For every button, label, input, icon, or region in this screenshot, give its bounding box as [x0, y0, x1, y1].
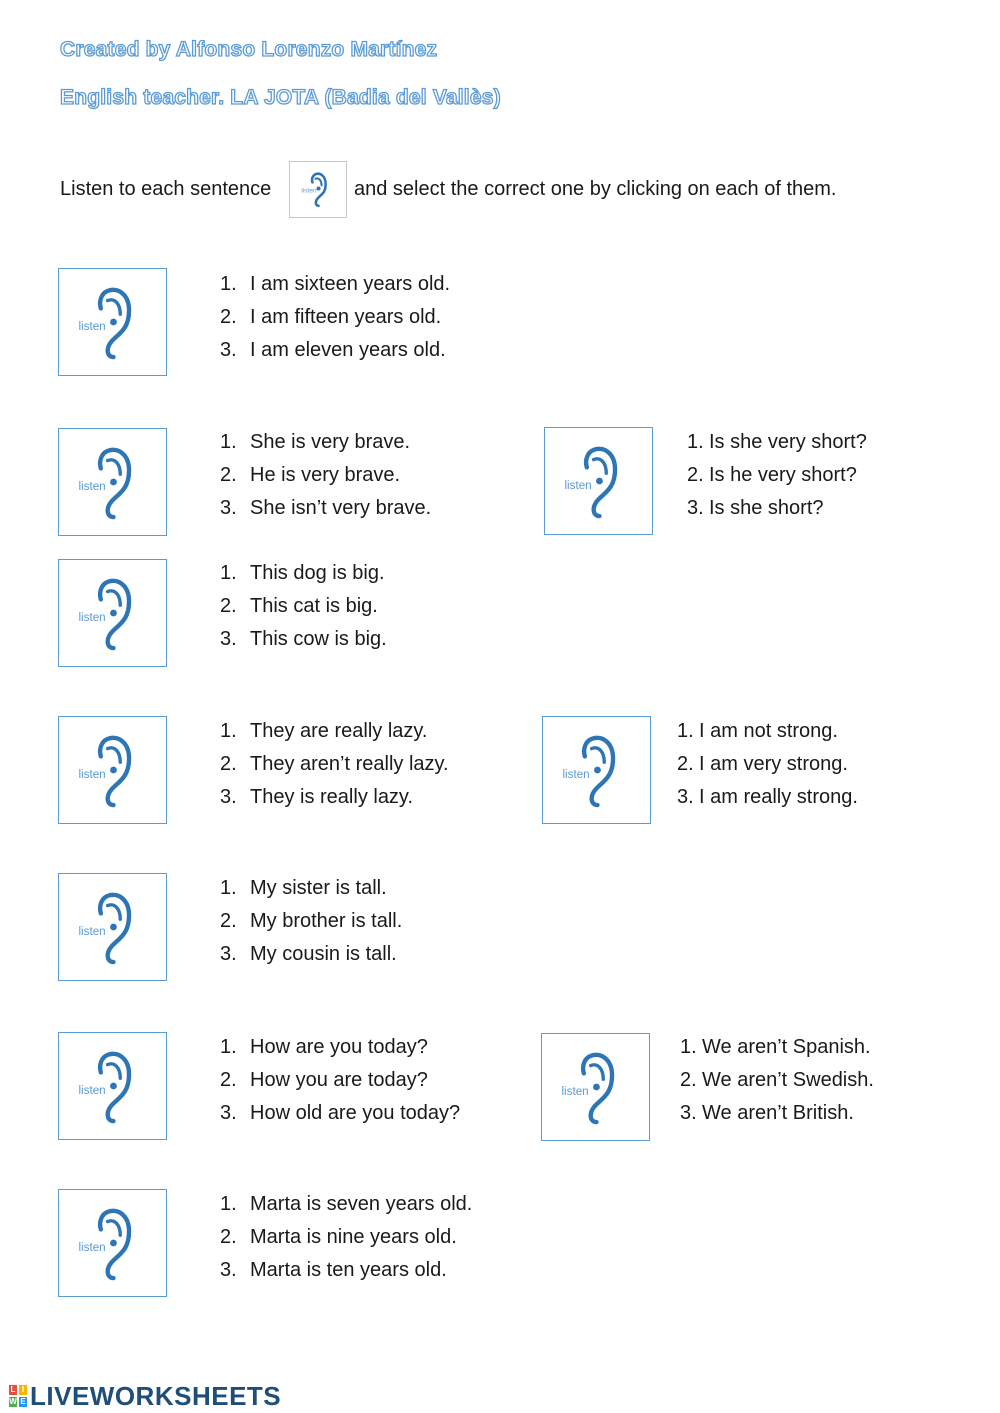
- option-8-1[interactable]: 1. How are you today?: [220, 1036, 428, 1058]
- option-3-1[interactable]: 1. Is she very short?: [687, 431, 867, 453]
- option-1-2[interactable]: 2. I am fifteen years old.: [220, 306, 442, 328]
- options-list-10: [220, 1188, 472, 1287]
- listen-button-5[interactable]: [58, 716, 167, 824]
- listen-button-2[interactable]: [58, 428, 167, 536]
- listen-button-3[interactable]: [544, 427, 653, 535]
- option-5-1[interactable]: 1. They are really lazy.: [220, 720, 428, 742]
- ear-icon: [59, 717, 166, 823]
- option-2-1[interactable]: 1. She is very brave.: [220, 431, 411, 453]
- options-list-6: [677, 715, 858, 814]
- ear-icon: [59, 874, 166, 980]
- listen-button-4[interactable]: [58, 559, 167, 667]
- ear-icon: [542, 1034, 649, 1140]
- options-list-4: [220, 557, 387, 656]
- ear-icon: [59, 269, 166, 375]
- option-7-3[interactable]: 3. My cousin is tall.: [220, 943, 397, 965]
- ear-icon: [59, 1190, 166, 1296]
- option-9-3[interactable]: 3. We aren’t British.: [680, 1102, 854, 1124]
- option-10-1[interactable]: 1. Marta is seven years old.: [220, 1193, 473, 1215]
- instruction-text-start: Listen to each sentence: [60, 178, 272, 200]
- brand-name: LIVEWORKSHEETS: [30, 1380, 282, 1411]
- option-1-1[interactable]: 1. I am sixteen years old.: [220, 273, 451, 295]
- options-list-7: [220, 872, 402, 971]
- options-list-1: [220, 268, 450, 367]
- option-6-3[interactable]: 3. I am really strong.: [677, 786, 858, 808]
- instruction-text-end: and select the correct one by clicking on each of them.: [354, 178, 837, 200]
- option-9-1[interactable]: 1. We aren’t Spanish.: [680, 1036, 871, 1058]
- listen-button-8[interactable]: [58, 1032, 167, 1140]
- footer-brand[interactable]: [8, 1381, 281, 1411]
- svg-text:listen: listen: [301, 187, 317, 195]
- option-10-2[interactable]: 2. Marta is nine years old.: [220, 1226, 457, 1248]
- option-2-2[interactable]: 2. He is very brave.: [220, 464, 401, 486]
- svg-text:listen: listen: [78, 1240, 106, 1254]
- option-3-2[interactable]: 2. Is he very short?: [687, 464, 857, 486]
- option-1-3[interactable]: 3. I am eleven years old.: [220, 339, 446, 361]
- listen-button-7[interactable]: [58, 873, 167, 981]
- svg-text:listen: listen: [78, 767, 106, 781]
- option-8-2[interactable]: 2. How you are today?: [220, 1069, 428, 1091]
- svg-text:listen: listen: [562, 767, 590, 781]
- options-list-2: [220, 426, 431, 525]
- ear-icon: [543, 717, 650, 823]
- teacher-line: English teacher. LA JOTA (Badia del Vallès): [60, 86, 501, 109]
- svg-text:listen: listen: [78, 479, 106, 493]
- liveworksheets-logo-icon: L I W E: [8, 1384, 28, 1408]
- option-4-1[interactable]: 1. This dog is big.: [220, 562, 385, 584]
- listen-button-9[interactable]: [541, 1033, 650, 1141]
- option-8-3[interactable]: 3. How old are you today?: [220, 1102, 461, 1124]
- ear-icon: [545, 428, 652, 534]
- options-list-8: [220, 1031, 460, 1130]
- svg-text:listen: listen: [78, 319, 106, 333]
- option-6-1[interactable]: 1. I am not strong.: [677, 720, 838, 742]
- options-list-9: [680, 1031, 874, 1130]
- options-list-3: [687, 426, 867, 525]
- ear-icon: [290, 162, 346, 217]
- option-10-3[interactable]: 3. Marta is ten years old.: [220, 1259, 447, 1281]
- ear-icon: [59, 560, 166, 666]
- author-line: Created by Alfonso Lorenzo Martínez: [60, 38, 438, 61]
- listen-button-6[interactable]: [542, 716, 651, 824]
- option-4-2[interactable]: 2. This cat is big.: [220, 595, 378, 617]
- option-7-2[interactable]: 2. My brother is tall.: [220, 910, 403, 932]
- option-2-3[interactable]: 3. She isn’t very brave.: [220, 497, 432, 519]
- svg-text:listen: listen: [78, 610, 106, 624]
- option-3-3[interactable]: 3. Is she short?: [687, 497, 824, 519]
- option-9-2[interactable]: 2. We aren’t Swedish.: [680, 1069, 874, 1091]
- option-7-1[interactable]: 1. My sister is tall.: [220, 877, 387, 899]
- listen-button-1[interactable]: [58, 268, 167, 376]
- svg-text:listen: listen: [78, 924, 106, 938]
- ear-icon: [59, 1033, 166, 1139]
- ear-icon: [59, 429, 166, 535]
- option-5-2[interactable]: 2. They aren’t really lazy.: [220, 753, 449, 775]
- option-5-3[interactable]: 3. They is really lazy.: [220, 786, 414, 808]
- instruction-listen-button: [289, 161, 347, 218]
- options-list-5: [220, 715, 449, 814]
- svg-text:listen: listen: [78, 1083, 106, 1097]
- option-4-3[interactable]: 3. This cow is big.: [220, 628, 387, 650]
- svg-text:listen: listen: [561, 1084, 589, 1098]
- listen-button-10[interactable]: [58, 1189, 167, 1297]
- svg-text:listen: listen: [564, 478, 592, 492]
- option-6-2[interactable]: 2. I am very strong.: [677, 753, 848, 775]
